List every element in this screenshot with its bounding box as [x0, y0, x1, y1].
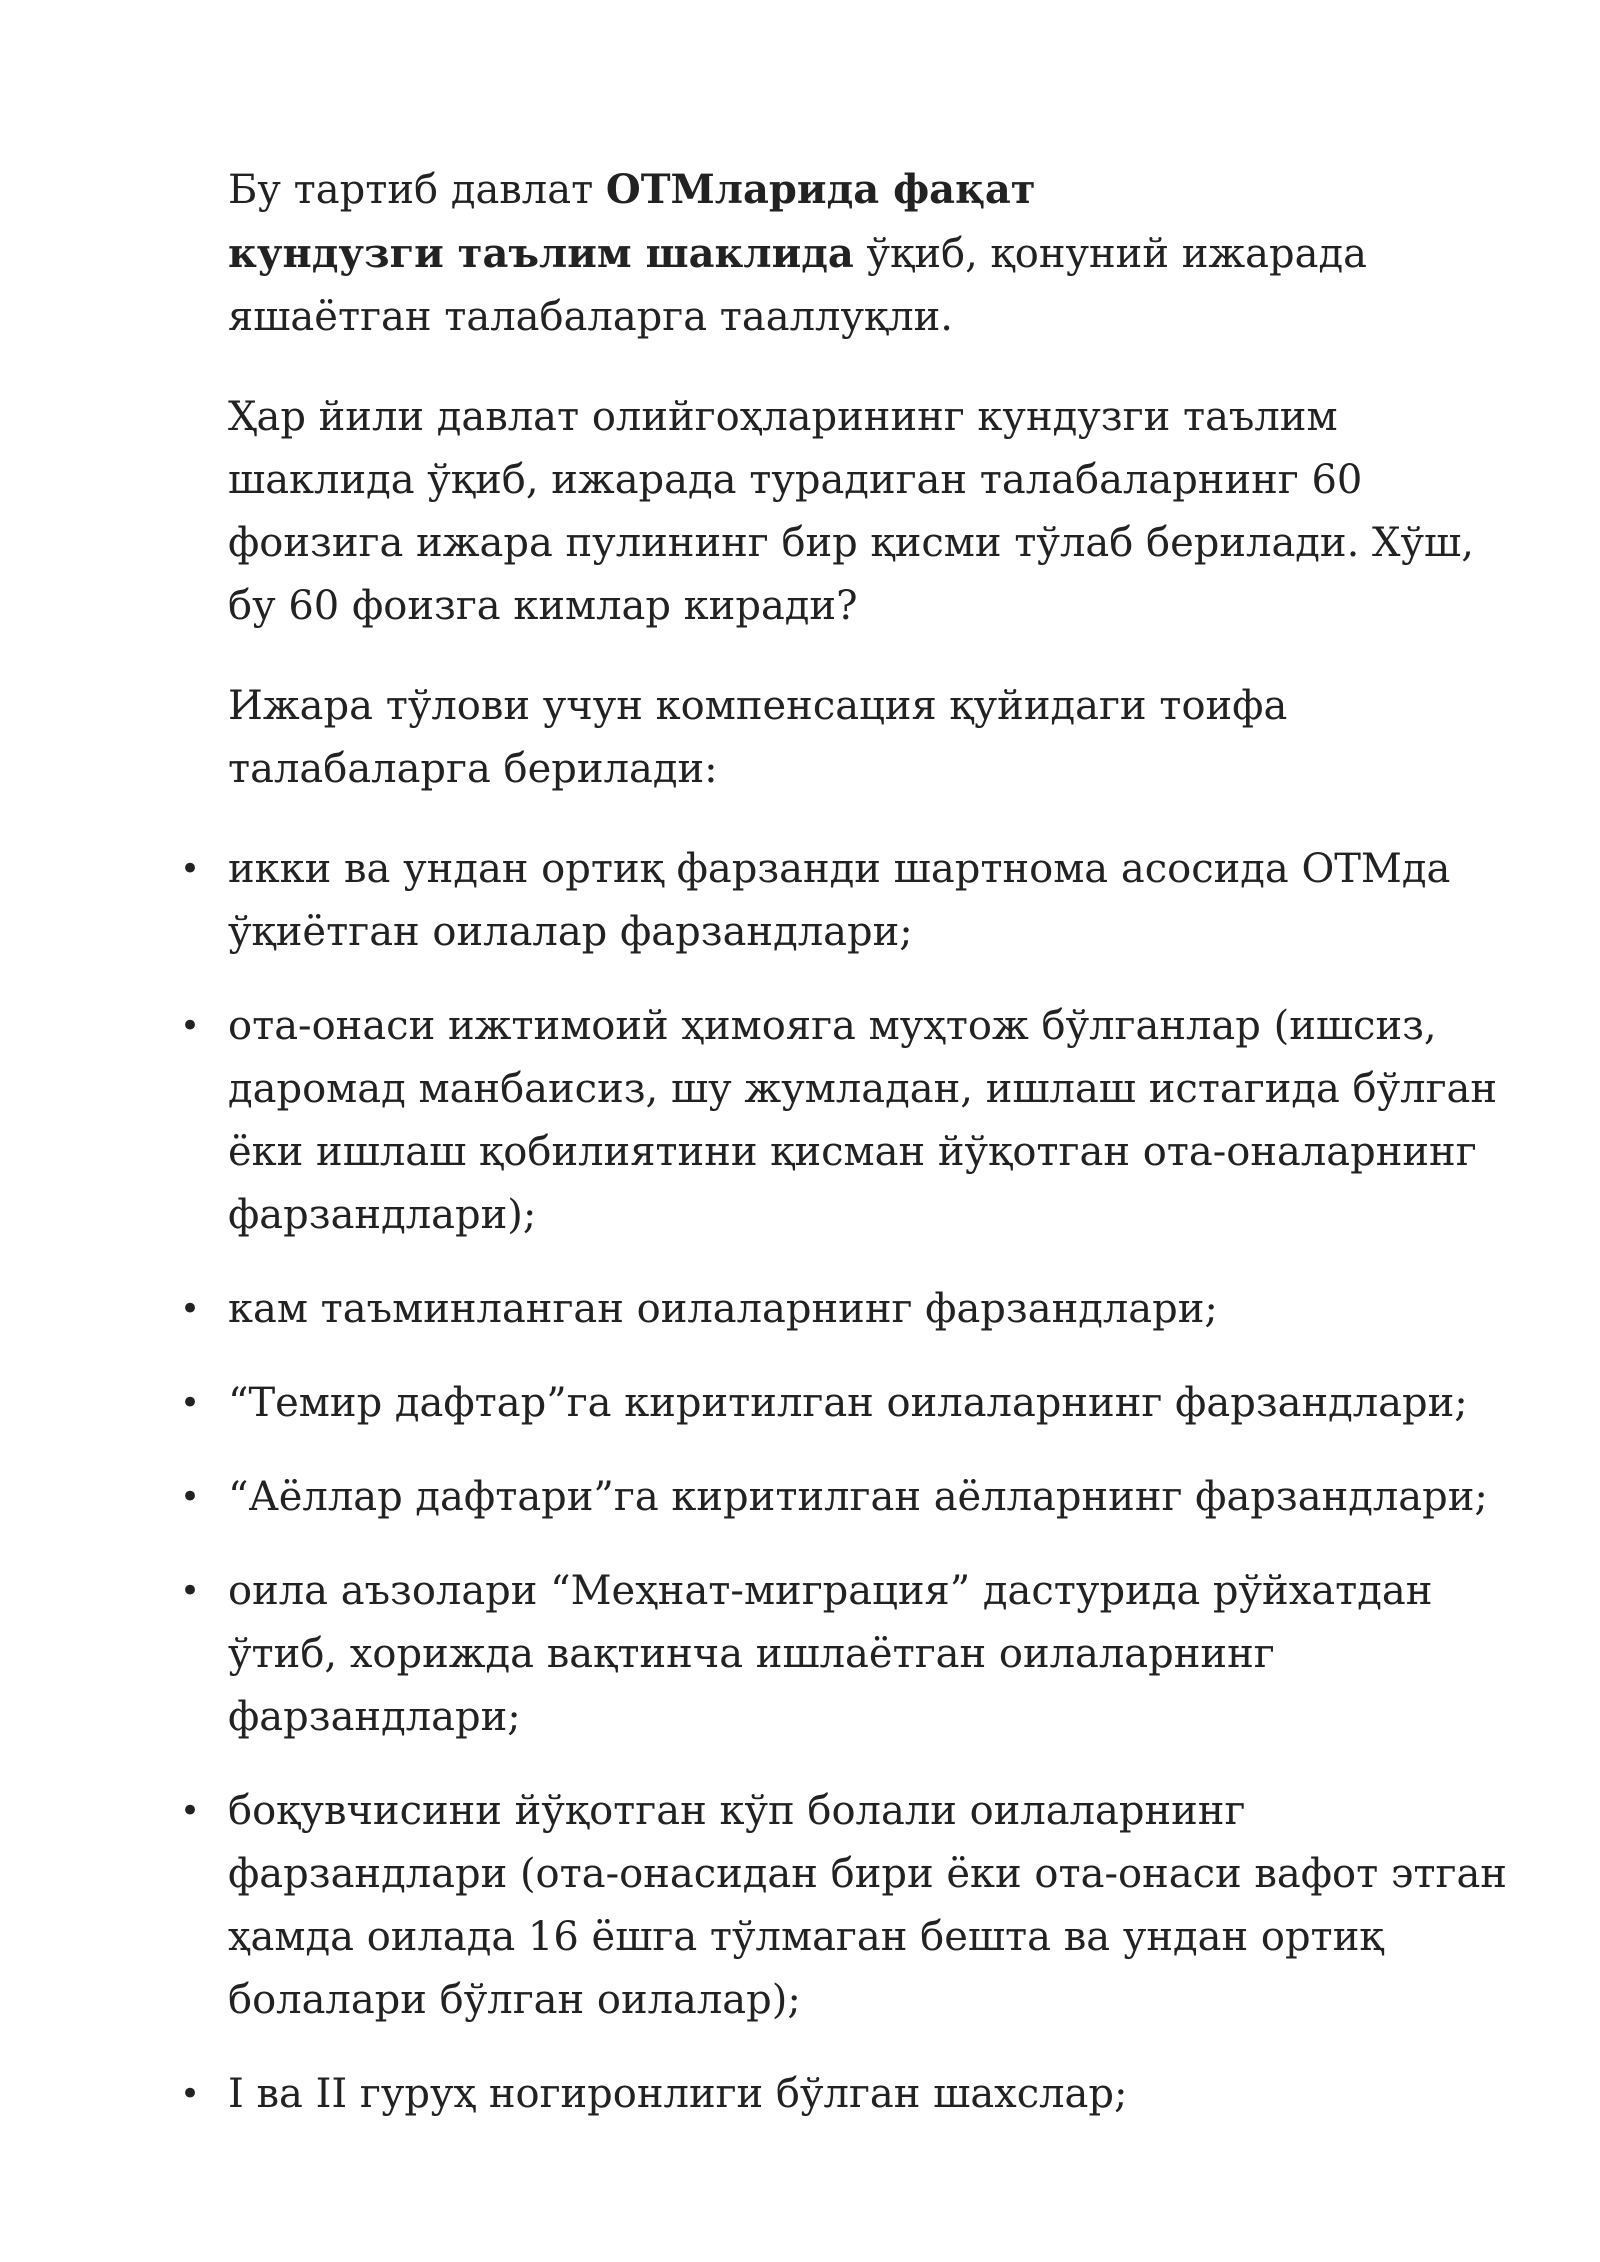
- bullet-icon: •: [180, 1571, 201, 1611]
- list-item-text: ота-онаси ижтимоий ҳимояга муҳтож бўлганлар (ишсиз, даромад манбаисиз, шу жумладан, ишлаш истагида бўлган ёки ишлаш қобилиятини қисман йўқотган ота-оналарнинг фарзандлари);: [228, 1003, 1498, 1238]
- intro-text-end: ўқиб, қонуний ижарада яшаётган талабаларга тааллуқли.: [228, 231, 1367, 340]
- list-item: [180, 1560, 1518, 1749]
- list-item-text: “Темир дафтар”га киритилган оилаларнинг фарзандлари;: [228, 1380, 1468, 1426]
- intro-bold-line2: кундузги таълим шаклида: [228, 230, 854, 277]
- bullet-icon: •: [180, 1791, 201, 1831]
- list-item: [180, 1278, 1518, 1341]
- list-item: [180, 1466, 1518, 1529]
- list-item-text: оила аъзолари “Меҳнат-миграция” дастурида рўйхатдан ўтиб, хорижда вақтинча ишлаётган оилаларнинг фарзандлари;: [228, 1568, 1433, 1740]
- list-item: [180, 1372, 1518, 1435]
- bullet-icon: •: [180, 849, 201, 889]
- intro-text-start: Бу тартиб давлат: [228, 167, 606, 213]
- list-item-text: кам таъминланган оилаларнинг фарзандлари;: [228, 1286, 1218, 1332]
- list-item-text: “Аёллар дафтари”га киритилган аёлларнинг фарзандлари;: [228, 1474, 1488, 1520]
- list-item: [180, 838, 1518, 964]
- bullet-icon: •: [180, 2074, 201, 2114]
- intro-paragraph: [228, 158, 1518, 349]
- list-item-text: I ва II гуруҳ ногиронлиги бўлган шахслар;: [228, 2071, 1128, 2117]
- article-body: [180, 158, 1518, 2157]
- beneficiary-list: [180, 838, 1518, 2126]
- list-item: [180, 1780, 1518, 2032]
- bullet-icon: •: [180, 1006, 201, 1046]
- list-item-text: икки ва ундан ортиқ фарзанди шартнома асосида ОТМда ўқиётган оилалар фарзандлари;: [228, 846, 1451, 955]
- bullet-icon: •: [180, 1477, 201, 1517]
- bullet-icon: •: [180, 1289, 201, 1329]
- list-item-text: боқувчисини йўқотган кўп болали оилаларнинг фарзандлари (ота-онасидан бири ёки ота-онаси вафот этган ҳамда оилада 16 ёшга тўлмаган бешта ва ундан ортиқ болалари бўлган оилалар);: [228, 1788, 1507, 2023]
- paragraph-annual-compensation: Ҳар йили давлат олийгоҳларининг кундузги таълим шаклида ўқиб, ижарада турадиган талабаларнинг 60 фоизига ижара пулининг бир қисми тўлаб берилади. Хўш, бу 60 фоизга кимлар киради?: [228, 394, 1474, 629]
- intro-bold-line1: ОТМларида фақат: [605, 166, 1036, 213]
- list-item: [180, 995, 1518, 1247]
- bullet-icon: •: [180, 1383, 201, 1423]
- paragraph-categories-intro: Ижара тўлови учун компенсация қуйидаги тоифа талабаларга берилади:: [228, 683, 1288, 792]
- list-item: [180, 2063, 1518, 2126]
